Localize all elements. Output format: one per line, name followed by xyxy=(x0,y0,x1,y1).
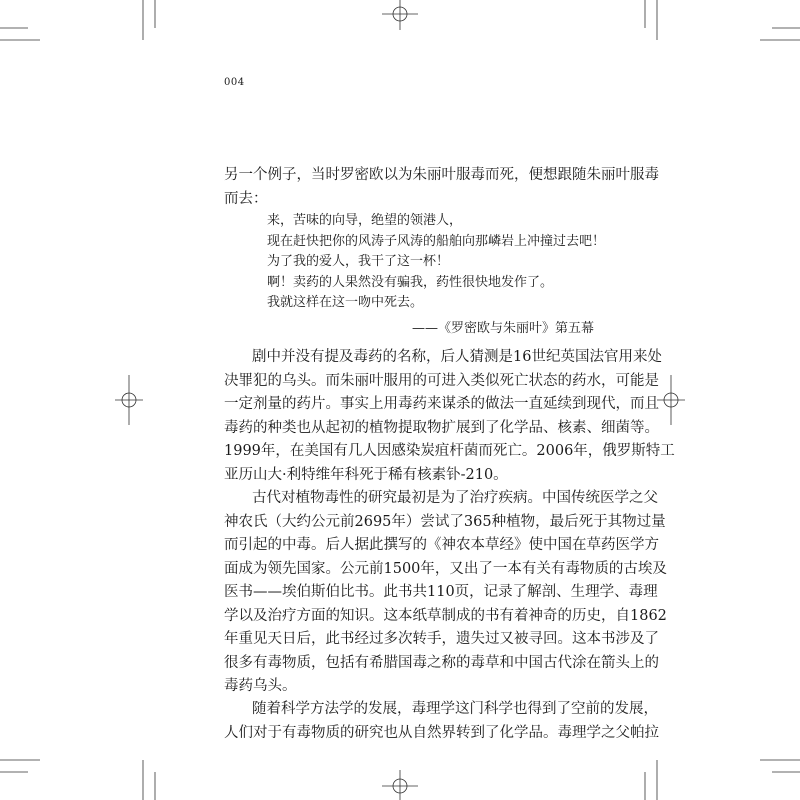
text-line: 神农氏（大约公元前2695年）尝试了365种植物，最后死于其物过量 xyxy=(224,513,666,530)
text-line: 毒药的种类也从起初的植物提取物扩展到了化学品、核素、细菌等。 xyxy=(224,419,659,436)
text-line: 人们对于有毒物质的研究也从自然界转到了化学品。毒理学之父帕拉 xyxy=(224,724,659,741)
poem-line: 为了我的爱人，我干了这一杯！ xyxy=(267,254,450,269)
paragraph-3 xyxy=(224,698,659,745)
poem-line: 现在赶快把你的风涛子风涛的船舶向那嶙岩上冲撞过去吧！ xyxy=(267,233,606,249)
text-line: 年重见天日后，此书经过多次转手，遗失过又被寻回。这本书涉及了 xyxy=(224,631,659,647)
text-line: 另一个例子，当时罗密欧以为朱丽叶服毒而死，便想跟随朱丽叶服毒 xyxy=(224,167,659,183)
paragraph-2 xyxy=(224,487,667,699)
registration-mark-left xyxy=(115,375,143,425)
text-line: 剧中并没有提及毒药的名称，后人猜测是16世纪英国法官用来处 xyxy=(252,349,662,365)
text-line: 而去： xyxy=(224,190,268,207)
text-line: 一定剂量的药片。事实上用毒药来谋杀的做法一直延续到现代，而且 xyxy=(224,396,659,412)
text-line: 亚历山大·利特维年科死于稀有核素钋-210。 xyxy=(224,466,508,483)
text-line: 面成为领先国家。公元前1500年，又出了一本有关有毒物质的古埃及 xyxy=(224,560,667,577)
poem-line: 来，苦味的向导，绝望的领港人， xyxy=(267,213,463,228)
poem-line: 啊！卖药的人果然没有骗我，药性很快地发作了。 xyxy=(267,274,554,290)
paragraph-1 xyxy=(224,346,675,487)
registration-mark-top xyxy=(382,0,418,30)
text-line: 古代对植物毒性的研究最初是为了治疗疾病。中国传统医学之父 xyxy=(252,490,658,506)
text-line: 学以及治疗方面的知识。这本纸草制成的书有着神奇的历史，自1862 xyxy=(224,607,667,624)
text-line: 1999年，在美国有几人因感染炭疽杆菌而死亡。2006年，俄罗斯特工 xyxy=(224,443,675,459)
registration-mark-bottom xyxy=(382,770,418,800)
text-line: 决罪犯的乌头。而朱丽叶服用的可进入类似死亡状态的药水，可能是 xyxy=(224,372,659,389)
text-line: 医书——埃伯斯伯比书。此书共110页，记录了解剖、生理学、毒理 xyxy=(224,584,658,600)
text-line: 毒药乌头。 xyxy=(224,678,297,694)
intro-paragraph xyxy=(224,164,659,211)
page-number: 004 xyxy=(224,77,245,88)
poem-source: ——《罗密欧与朱丽叶》第五幕 xyxy=(412,321,595,336)
text-line: 而引起的中毒。后人据此撰写的《神农本草经》使中国在草药医学方 xyxy=(224,537,659,553)
text-line: 很多有毒物质，包括有希腊国毒之称的毒草和中国古代涂在箭头上的 xyxy=(224,654,659,671)
poem-quote xyxy=(267,211,605,314)
text-line: 随着科学方法学的发展，毒理学这门科学也得到了空前的发展， xyxy=(252,701,658,717)
poem-line: 我就这样在这一吻中死去。 xyxy=(267,295,424,310)
